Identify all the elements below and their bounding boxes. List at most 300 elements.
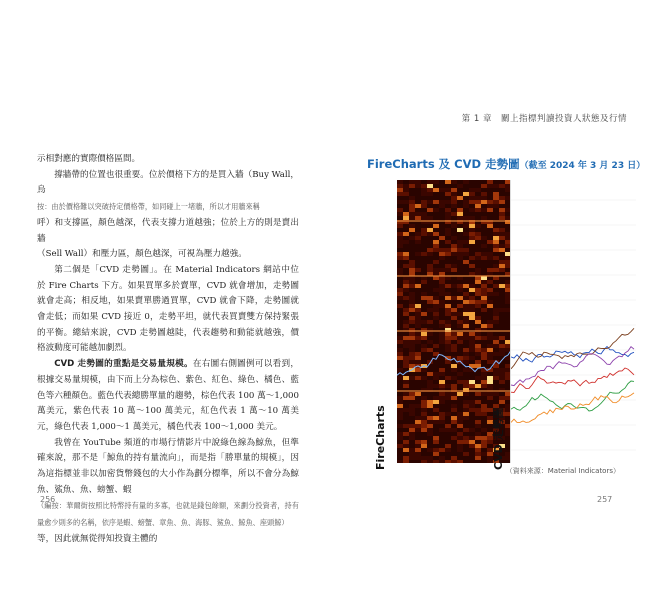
heatmap-cell bbox=[433, 224, 439, 228]
heatmap-cell bbox=[439, 384, 445, 388]
heatmap-cell bbox=[415, 368, 421, 372]
heatmap-cell bbox=[457, 460, 463, 463]
left-page bbox=[0, 0, 327, 609]
heatmap-cell bbox=[493, 372, 499, 376]
heatmap-cell bbox=[397, 348, 403, 352]
heatmap-cell bbox=[499, 212, 505, 216]
heatmap-cell bbox=[493, 256, 499, 260]
heatmap-cell bbox=[469, 400, 475, 404]
heatmap-cell bbox=[433, 400, 439, 404]
heatmap-cell bbox=[445, 392, 451, 396]
heatmap-cell bbox=[433, 460, 439, 463]
heatmap-cell bbox=[445, 448, 451, 452]
heatmap-cell bbox=[475, 288, 481, 292]
heatmap-cell bbox=[445, 304, 451, 308]
heatmap-cell bbox=[451, 376, 457, 380]
heatmap-cell bbox=[433, 188, 439, 192]
heatmap-cell bbox=[409, 216, 415, 220]
heatmap-cell bbox=[445, 336, 451, 340]
heatmap-cell bbox=[439, 456, 445, 460]
heatmap-cell bbox=[427, 252, 433, 256]
heatmap-cell bbox=[499, 184, 505, 188]
heatmap-cell bbox=[421, 296, 427, 300]
heatmap-cell bbox=[415, 340, 421, 344]
heatmap-cell bbox=[487, 304, 493, 308]
heatmap-cell bbox=[439, 300, 445, 304]
heatmap-cell bbox=[475, 400, 481, 404]
heatmap-cell bbox=[439, 336, 445, 340]
heatmap-cell bbox=[445, 268, 451, 272]
heatmap-cell bbox=[445, 252, 451, 256]
heatmap-cell bbox=[481, 452, 487, 456]
heatmap-cell bbox=[409, 320, 415, 324]
heatmap-cell bbox=[439, 324, 445, 328]
heatmap-cell bbox=[493, 284, 499, 288]
heatmap-cell bbox=[403, 384, 409, 388]
heatmap-cell bbox=[487, 380, 493, 384]
heatmap-cell bbox=[439, 412, 445, 416]
heatmap-cell bbox=[403, 344, 409, 348]
heatmap-cell bbox=[403, 192, 409, 196]
heatmap-cell bbox=[403, 364, 409, 368]
heatmap-cell bbox=[403, 380, 409, 384]
heatmap-cell bbox=[433, 180, 439, 184]
heatmap-cell bbox=[409, 264, 415, 268]
heatmap-cell bbox=[481, 384, 487, 388]
heatmap-cell bbox=[403, 424, 409, 428]
heatmap-cell bbox=[433, 308, 439, 312]
heatmap-cell bbox=[469, 428, 475, 432]
heatmap-cell bbox=[457, 444, 463, 448]
heatmap-cell bbox=[463, 180, 469, 184]
heatmap-cell bbox=[493, 264, 499, 268]
heatmap-cell bbox=[463, 312, 469, 316]
heatmap-cell bbox=[397, 444, 403, 448]
heatmap-cell bbox=[397, 296, 403, 300]
heatmap-cell bbox=[439, 288, 445, 292]
heatmap-cell bbox=[415, 320, 421, 324]
heatmap-cell bbox=[499, 396, 505, 400]
heatmap-cell bbox=[427, 216, 433, 220]
heatmap-cell bbox=[421, 280, 427, 284]
heatmap-cell bbox=[487, 288, 493, 292]
heatmap-cell bbox=[463, 436, 469, 440]
heatmap-cell bbox=[439, 204, 445, 208]
heatmap-cell bbox=[493, 320, 499, 324]
heatmap-cell bbox=[487, 256, 493, 260]
heatmap-cell bbox=[451, 404, 457, 408]
figure-title-text: FireCharts 及 CVD 走勢圖 bbox=[367, 157, 520, 171]
heatmap-cell bbox=[421, 184, 427, 188]
heatmap-cell bbox=[487, 224, 493, 228]
heatmap-cell bbox=[463, 392, 469, 396]
heatmap-cell bbox=[457, 208, 463, 212]
heatmap-cell bbox=[463, 368, 469, 372]
heatmap-cell bbox=[451, 244, 457, 248]
heatmap-cell bbox=[487, 376, 493, 380]
heatmap-cell bbox=[451, 420, 457, 424]
heatmap-cell bbox=[475, 188, 481, 192]
heatmap-cell bbox=[451, 312, 457, 316]
heatmap-cell bbox=[409, 316, 415, 320]
heatmap-cell bbox=[409, 340, 415, 344]
heatmap-cell bbox=[475, 436, 481, 440]
heatmap-cell bbox=[421, 332, 427, 336]
heatmap-cell bbox=[403, 200, 409, 204]
heatmap-cell bbox=[403, 216, 409, 220]
heatmap-cell bbox=[499, 284, 505, 288]
heatmap-cell bbox=[409, 348, 415, 352]
heatmap-cell bbox=[397, 192, 403, 196]
heatmap-cell bbox=[421, 368, 427, 372]
heatmap-cell bbox=[439, 252, 445, 256]
heatmap-cell bbox=[457, 392, 463, 396]
heatmap-cell bbox=[397, 232, 403, 236]
heatmap-cell bbox=[397, 256, 403, 260]
heatmap-cell bbox=[481, 380, 487, 384]
heatmap-cell bbox=[475, 304, 481, 308]
heatmap-cell bbox=[415, 416, 421, 420]
heatmap-cell bbox=[439, 304, 445, 308]
heatmap-cell bbox=[397, 252, 403, 256]
heatmap-cell bbox=[481, 428, 487, 432]
heatmap-cell bbox=[433, 384, 439, 388]
heatmap-cell bbox=[439, 396, 445, 400]
heatmap-cell bbox=[433, 440, 439, 444]
heatmap-cell bbox=[451, 284, 457, 288]
heatmap-cell bbox=[427, 232, 433, 236]
heatmap-cell bbox=[499, 268, 505, 272]
heatmap-wall-band bbox=[397, 330, 519, 332]
heatmap-cell bbox=[427, 448, 433, 452]
heatmap-cell bbox=[445, 240, 451, 244]
heatmap-cell bbox=[469, 340, 475, 344]
heatmap-cell bbox=[475, 456, 481, 460]
heatmap-cell bbox=[421, 416, 427, 420]
heatmap-cell bbox=[445, 228, 451, 232]
heatmap-cell bbox=[445, 292, 451, 296]
heatmap-cell bbox=[499, 196, 505, 200]
heatmap-cell bbox=[409, 392, 415, 396]
bold-lead: CVD 走勢圖的重點是交易量規模。 bbox=[54, 359, 193, 370]
heatmap-cell bbox=[481, 404, 487, 408]
heatmap-cell bbox=[421, 252, 427, 256]
heatmap-cell bbox=[403, 312, 409, 316]
heatmap-cell bbox=[397, 404, 403, 408]
left-page-number: 256 bbox=[40, 495, 56, 504]
heatmap-cell bbox=[397, 224, 403, 228]
heatmap-cell bbox=[445, 460, 451, 463]
heatmap-cell bbox=[427, 348, 433, 352]
heatmap-cell bbox=[451, 456, 457, 460]
heatmap-cell bbox=[409, 204, 415, 208]
heatmap-cell bbox=[475, 208, 481, 212]
heatmap-cell bbox=[439, 372, 445, 376]
heatmap-cell bbox=[445, 424, 451, 428]
heatmap-cell bbox=[475, 316, 481, 320]
heatmap-cell bbox=[463, 284, 469, 288]
heatmap-cell bbox=[445, 320, 451, 324]
heatmap-cell bbox=[481, 348, 487, 352]
heatmap-cell bbox=[427, 332, 433, 336]
heatmap-cell bbox=[409, 408, 415, 412]
heatmap-cell bbox=[493, 196, 499, 200]
heatmap-cell bbox=[463, 192, 469, 196]
heatmap-cell bbox=[493, 308, 499, 312]
heatmap-cell bbox=[487, 396, 493, 400]
heatmap-cell bbox=[433, 312, 439, 316]
heatmap-cell bbox=[499, 244, 505, 248]
heatmap-cell bbox=[409, 332, 415, 336]
cvd-series-line bbox=[511, 368, 634, 393]
heatmap-cell bbox=[415, 376, 421, 380]
heatmap-cell bbox=[481, 196, 487, 200]
heatmap-cell bbox=[493, 184, 499, 188]
heatmap-cell bbox=[433, 208, 439, 212]
heatmap-cell bbox=[463, 452, 469, 456]
heatmap-cell bbox=[403, 288, 409, 292]
heatmap-cell bbox=[439, 248, 445, 252]
heatmap-cell bbox=[421, 396, 427, 400]
heatmap-cell bbox=[481, 308, 487, 312]
heatmap-cell bbox=[409, 236, 415, 240]
heatmap-cell bbox=[451, 316, 457, 320]
heatmap-cell bbox=[475, 232, 481, 236]
heatmap-cell bbox=[457, 244, 463, 248]
heatmap-cell bbox=[421, 412, 427, 416]
heatmap-cell bbox=[487, 356, 493, 360]
heatmap-cell bbox=[469, 240, 475, 244]
heatmap-cell bbox=[403, 336, 409, 340]
heatmap-cell bbox=[457, 372, 463, 376]
heatmap-cell bbox=[499, 380, 505, 384]
heatmap-cell bbox=[421, 204, 427, 208]
heatmap-cell bbox=[403, 456, 409, 460]
heatmap-cell bbox=[451, 264, 457, 268]
heatmap-cell bbox=[445, 296, 451, 300]
heatmap-cell bbox=[427, 420, 433, 424]
heatmap-cell bbox=[475, 408, 481, 412]
heatmap-cell bbox=[499, 308, 505, 312]
heatmap-cell bbox=[427, 320, 433, 324]
heatmap-cell bbox=[481, 356, 487, 360]
heatmap-cell bbox=[445, 444, 451, 448]
heatmap-cell bbox=[475, 360, 481, 364]
heatmap-cell bbox=[439, 392, 445, 396]
heatmap-cell bbox=[463, 292, 469, 296]
body-paragraph bbox=[37, 532, 299, 548]
heatmap-cell bbox=[493, 292, 499, 296]
heatmap-cell bbox=[421, 320, 427, 324]
heatmap-cell bbox=[421, 228, 427, 232]
heatmap-cell bbox=[409, 404, 415, 408]
heatmap-cell bbox=[499, 200, 505, 204]
heatmap-cell bbox=[421, 232, 427, 236]
heatmap-cell bbox=[427, 248, 433, 252]
heatmap-cell bbox=[487, 320, 493, 324]
heatmap-wall-band bbox=[397, 390, 519, 392]
heatmap-cell bbox=[493, 192, 499, 196]
heatmap-cell bbox=[481, 372, 487, 376]
heatmap-cell bbox=[451, 180, 457, 184]
heatmap-cell bbox=[469, 208, 475, 212]
heatmap-cell bbox=[397, 340, 403, 344]
heatmap-cell bbox=[457, 324, 463, 328]
paragraph-text: 我曾在 YouTube 頻道的市場行情影片中說綠色線為鯨魚，但準確來說，那不是「鯨魚的持有量流向」，而是指「勝單量的規模」，因為這指標並非以加密貨幣錢包的大小作為劃分標準，所以不會分為鯨魚、鯊魚、魚、螃蟹、蝦 bbox=[37, 437, 299, 495]
heatmap-cell bbox=[451, 428, 457, 432]
heatmap-cell bbox=[439, 380, 445, 384]
heatmap-cell bbox=[397, 408, 403, 412]
heatmap-cell bbox=[445, 180, 451, 184]
heatmap-cell bbox=[409, 376, 415, 380]
heatmap-cell bbox=[415, 212, 421, 216]
heatmap-cell bbox=[463, 352, 469, 356]
heatmap-cell bbox=[421, 348, 427, 352]
heatmap-cell bbox=[409, 260, 415, 264]
heatmap-cell bbox=[421, 400, 427, 404]
paragraph-text: （編按：華爾街按照比特幣持有量的多寡，也就是錢包餘額，來劃分投資者，持有量愈少則多的名稱，依序是蝦、螃蟹、章魚、魚、海豚、鯊魚、鯨魚、座頭鯨） bbox=[37, 501, 299, 528]
heatmap-cell bbox=[493, 240, 499, 244]
heatmap-cell bbox=[481, 336, 487, 340]
heatmap-cell bbox=[445, 396, 451, 400]
heatmap-cell bbox=[457, 416, 463, 420]
heatmap-cell bbox=[475, 332, 481, 336]
firecharts-label: FireCharts bbox=[374, 405, 387, 470]
heatmap-cell bbox=[421, 428, 427, 432]
heatmap-cell bbox=[427, 340, 433, 344]
heatmap-cell bbox=[487, 240, 493, 244]
heatmap-cell bbox=[409, 336, 415, 340]
heatmap-cell bbox=[469, 404, 475, 408]
heatmap-cell bbox=[415, 312, 421, 316]
heatmap-cell bbox=[427, 300, 433, 304]
heatmap-cell bbox=[433, 244, 439, 248]
heatmap-cell bbox=[481, 236, 487, 240]
heatmap-cell bbox=[451, 248, 457, 252]
heatmap-cell bbox=[487, 200, 493, 204]
heatmap-cell bbox=[409, 432, 415, 436]
heatmap-cell bbox=[439, 320, 445, 324]
heatmap-cell bbox=[499, 236, 505, 240]
heatmap-cell bbox=[397, 212, 403, 216]
heatmap-cell bbox=[469, 384, 475, 388]
heatmap-cell bbox=[451, 224, 457, 228]
heatmap-cell bbox=[415, 404, 421, 408]
heatmap-cell bbox=[487, 292, 493, 296]
heatmap-cell bbox=[397, 368, 403, 372]
heatmap-cell bbox=[409, 448, 415, 452]
heatmap-cell bbox=[487, 180, 493, 184]
heatmap-cell bbox=[445, 216, 451, 220]
heatmap-cell bbox=[493, 392, 499, 396]
heatmap-cell bbox=[463, 300, 469, 304]
heatmap-cell bbox=[481, 288, 487, 292]
heatmap-cell bbox=[439, 400, 445, 404]
heatmap-cell bbox=[403, 240, 409, 244]
heatmap-cell bbox=[427, 188, 433, 192]
heatmap-cell bbox=[487, 360, 493, 364]
body-paragraph bbox=[37, 263, 299, 357]
heatmap-cell bbox=[499, 208, 505, 212]
heatmap-cell bbox=[463, 216, 469, 220]
heatmap-cell bbox=[397, 188, 403, 192]
heatmap-cell bbox=[415, 216, 421, 220]
heatmap-cell bbox=[457, 248, 463, 252]
heatmap-cell bbox=[487, 352, 493, 356]
heatmap-cell bbox=[469, 264, 475, 268]
heatmap-cell bbox=[403, 296, 409, 300]
heatmap-cell bbox=[469, 256, 475, 260]
heatmap-cell bbox=[469, 336, 475, 340]
heatmap-cell bbox=[439, 448, 445, 452]
heatmap-cell bbox=[451, 392, 457, 396]
heatmap-cell bbox=[463, 296, 469, 300]
heatmap-cell bbox=[427, 432, 433, 436]
heatmap-cell bbox=[469, 356, 475, 360]
heatmap-cell bbox=[469, 188, 475, 192]
heatmap-cell bbox=[475, 204, 481, 208]
heatmap-cell bbox=[499, 400, 505, 404]
heatmap-cell bbox=[481, 412, 487, 416]
heatmap-cell bbox=[403, 264, 409, 268]
heatmap-cell bbox=[457, 320, 463, 324]
heatmap-cell bbox=[421, 444, 427, 448]
heatmap-cell bbox=[397, 424, 403, 428]
heatmap-cell bbox=[433, 296, 439, 300]
body-paragraph bbox=[37, 216, 299, 247]
heatmap-cell bbox=[445, 212, 451, 216]
heatmap-cell bbox=[475, 420, 481, 424]
figure-date: （截至 2024 年 3 月 23 日） bbox=[519, 161, 646, 171]
heatmap-cell bbox=[397, 184, 403, 188]
heatmap-cell bbox=[409, 344, 415, 348]
heatmap-cell bbox=[469, 408, 475, 412]
heatmap-cell bbox=[445, 188, 451, 192]
heatmap-cell bbox=[409, 296, 415, 300]
heatmap-cell bbox=[457, 288, 463, 292]
heatmap-cell bbox=[457, 436, 463, 440]
heatmap-cell bbox=[445, 264, 451, 268]
heatmap-cell bbox=[451, 460, 457, 463]
heatmap-cell bbox=[409, 200, 415, 204]
paragraph-text: 在右圖右側圖例可以看到，根據交易量規模，由下而上分為棕色、紫色、紅色、綠色、橘色、藍色等六種顏色。藍色代表總勝單量的趨勢，棕色代表 100 萬～1,000 萬美元，紫色代表 10 萬～100 萬美元，紅色代表 1 萬～10 萬美元，綠色代表 1,000～1 萬美元，橘色代表 100～1,000 美元。 bbox=[37, 359, 299, 432]
heatmap-cell bbox=[433, 372, 439, 376]
heatmap-cell bbox=[469, 228, 475, 232]
heatmap-cell bbox=[427, 184, 433, 188]
heatmap-cell bbox=[433, 288, 439, 292]
heatmap-cell bbox=[475, 300, 481, 304]
heatmap-cell bbox=[457, 184, 463, 188]
heatmap-cell bbox=[445, 376, 451, 380]
heatmap-cell bbox=[439, 368, 445, 372]
body-paragraph bbox=[37, 168, 299, 199]
heatmap-wall-band bbox=[397, 220, 519, 222]
heatmap-cell bbox=[433, 200, 439, 204]
heatmap-cell bbox=[445, 428, 451, 432]
heatmap-cell bbox=[445, 332, 451, 336]
heatmap-cell bbox=[421, 440, 427, 444]
heatmap-cell bbox=[487, 324, 493, 328]
heatmap-cell bbox=[421, 408, 427, 412]
heatmap-cell bbox=[475, 268, 481, 272]
heatmap-cell bbox=[475, 424, 481, 428]
heatmap-cell bbox=[451, 332, 457, 336]
heatmap-cell bbox=[427, 228, 433, 232]
heatmap-cell bbox=[409, 208, 415, 212]
heatmap-cell bbox=[475, 444, 481, 448]
heatmap-cell bbox=[493, 244, 499, 248]
cvd-series-line bbox=[511, 328, 634, 369]
